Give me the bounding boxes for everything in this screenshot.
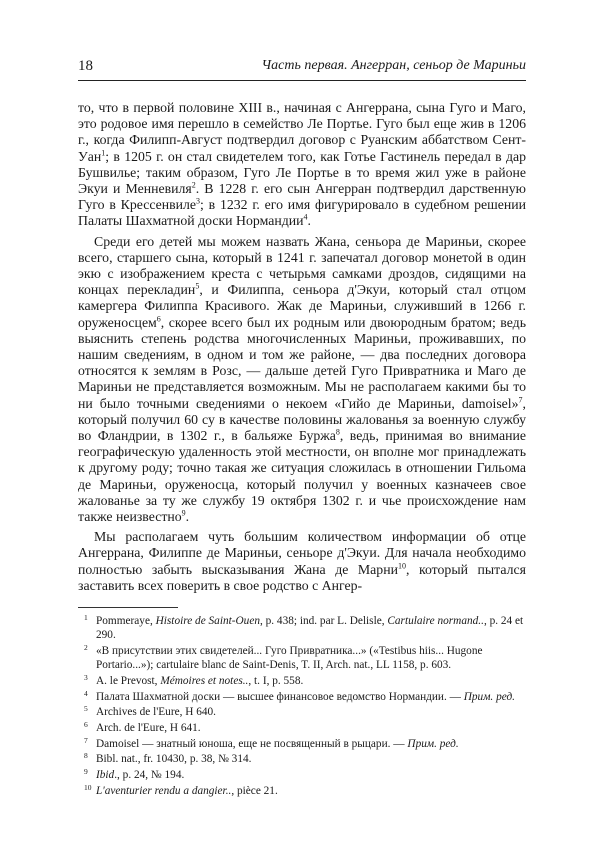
footnote-number: 6 xyxy=(84,719,88,729)
footnote-number: 9 xyxy=(84,767,88,777)
italic-text: Histoire de Saint-Ouen xyxy=(155,615,260,627)
text-run: , ведь, принимая во внимание географическую удаленность этой местности, он вполне мог принадлежать к другому роду; точно такая же ситуация сложилась в отношении Гильома де Мариньи, оруженосца, который получил у военных казначеев свое жалованье за ту же службу 19 октября 1302 г. и чье происхождение нам также неизвестно xyxy=(78,428,526,525)
text-run: Мы располагаем чуть большим количеством информации об отце Ангеррана, Филиппе де Мариньи, сеньоре д'Экуи. Для начала необходимо полностью забыть высказывания Жана де Марни xyxy=(78,529,526,577)
footnote xyxy=(78,768,526,782)
footnote-ref: 7 xyxy=(518,395,523,405)
text-run: «В присутствии этих свидетелей... Гуго Привратника...» («Testibus hiis... Hugone Portario...»); cartulaire blanc de Saint-Denis, T. II, Arch. nat., LL 1158, p. 603. xyxy=(96,644,483,672)
page-header xyxy=(78,58,526,81)
text-run: Damoisel — знатный юноша, еще не посвященный в рыцари. — xyxy=(96,737,408,750)
footnote-ref: 4 xyxy=(303,212,308,222)
text-run: Pommeraye, xyxy=(96,615,156,627)
page-number: 18 xyxy=(78,58,93,74)
footnote-ref: 6 xyxy=(156,314,161,324)
footnote-ref: 10 xyxy=(397,561,406,571)
italic-text: Ibid xyxy=(96,769,115,782)
footnote xyxy=(78,644,526,672)
text-run: , p. 24 et 290. xyxy=(96,615,524,642)
text-run: то, что в первой половине XIII в., начиная с Ангеррана, сына Гуго и Маго, это родовое имя перешло в семейство Ле Портье. Гуго был еще жив в 1206 г., когда Филипп-Август подтвердил договор с Руанским аббатством Сент-Уан xyxy=(78,100,526,164)
footnote xyxy=(78,752,526,766)
paragraph xyxy=(78,234,526,526)
footnote-ref: 8 xyxy=(335,427,340,437)
footnote-number: 7 xyxy=(84,735,88,745)
footnote-number: 8 xyxy=(84,751,88,761)
footnotes xyxy=(78,614,526,799)
italic-text: Прим. ред. xyxy=(463,690,515,703)
running-head: Часть первая. Ангерран, сеньор де Мариньи xyxy=(261,58,526,73)
text-run: Палата Шахматной доски — высшее финансовое ведомство Нормандии. — xyxy=(96,690,464,703)
footnote xyxy=(78,674,526,688)
footnote xyxy=(78,614,526,642)
italic-text: Прим. ред. xyxy=(407,737,459,750)
text-run: , который получил 60 су в качестве половины жалованья за военную службу во Фландрии, в 1302 г., в бальяже Буржа xyxy=(78,395,526,444)
text-run: . xyxy=(307,213,311,229)
text-run: A. le Prevost, xyxy=(96,674,161,687)
text-run: , и Филиппа, сеньора д'Экуи, который стал отцом камергера Филиппа Красивого. Жак де Мариньи, служивший в 1266 г. оруженосцем xyxy=(78,282,526,330)
text-run: , p. 438; ind. par L. Delisle, xyxy=(259,615,388,627)
text-run: ; в 1232 г. его имя фигурировало в судебном решении Палаты Шахматной доски Нормандии xyxy=(78,197,526,229)
footnote-number: 4 xyxy=(84,688,88,698)
paragraph xyxy=(78,100,526,230)
footnote xyxy=(78,721,526,735)
text-run: ; в 1205 г. он стал свидетелем того, как Готье Гастинель передал в дар Бушвилье; таким образом, Гуго Ле Портье в то время жил уже в районе Экуи и Менневиля xyxy=(78,148,526,197)
footnote-number: 10 xyxy=(84,782,92,792)
footnote xyxy=(78,737,526,751)
text-run: , скорее всего был их родным или двоюродным братом; ведь выяснить степень родства многочисленных Мариньи, проживавших, по нашим сведениям, в одном и том же районе, — два последних договора относятся к землям в Розс, — дальше детей Гуго Привратника и Маго де Мариньи не представляется возможным. Мы не располагаем какими бы то ни было точными сведениями о некоем «Гийо де Мариньи, damoisel» xyxy=(78,314,526,411)
footnote-number: 1 xyxy=(84,613,88,622)
body-text xyxy=(78,100,526,598)
footnote-number: 5 xyxy=(84,704,88,714)
text-run: ., p. 24, № 194. xyxy=(114,769,185,782)
footnote-ref: 5 xyxy=(195,281,200,291)
text-run: Среди его детей мы можем назвать Жана, сеньора де Мариньи, скорее всего, старшего сына, который в 1241 г. запечатал договор монетой в один экю с изображением креста с четырьмя самками дроздов, сидящими на концах перекладин xyxy=(78,233,526,298)
text-run: Arch. de l'Eure, H 641. xyxy=(96,721,201,734)
footnote xyxy=(78,705,526,719)
footnote-divider xyxy=(78,607,178,608)
footnote-ref: 2 xyxy=(191,180,196,190)
italic-text: Mémoires et notes.. xyxy=(160,674,249,687)
text-run: . В 1228 г. его сын Ангерран подтвердил дарственную Гуго в Крессенвиле xyxy=(78,181,526,213)
text-run: . xyxy=(185,509,190,525)
paragraph xyxy=(78,529,526,594)
footnote-number: 3 xyxy=(84,672,88,682)
footnote-ref: 1 xyxy=(101,148,106,158)
italic-text: Cartulaire normand.. xyxy=(387,615,484,627)
footnote-ref: 9 xyxy=(181,508,186,518)
text-run: , t. I, p. 558. xyxy=(248,674,304,687)
text-run: , который пытался заставить всех поверить в свое родство с Ангер- xyxy=(78,561,526,593)
footnote-number: 2 xyxy=(84,642,88,652)
footnote-ref: 3 xyxy=(196,196,201,206)
text-run: , pièce 21. xyxy=(231,784,278,797)
text-run: Archives de l'Eure, H 640. xyxy=(96,706,216,719)
italic-text: L'aventurier rendu a dangier.. xyxy=(96,784,232,797)
footnote xyxy=(78,690,526,704)
text-run: Bibl. nat., fr. 10430, p. 38, № 314. xyxy=(96,753,252,766)
footnote xyxy=(78,784,526,798)
